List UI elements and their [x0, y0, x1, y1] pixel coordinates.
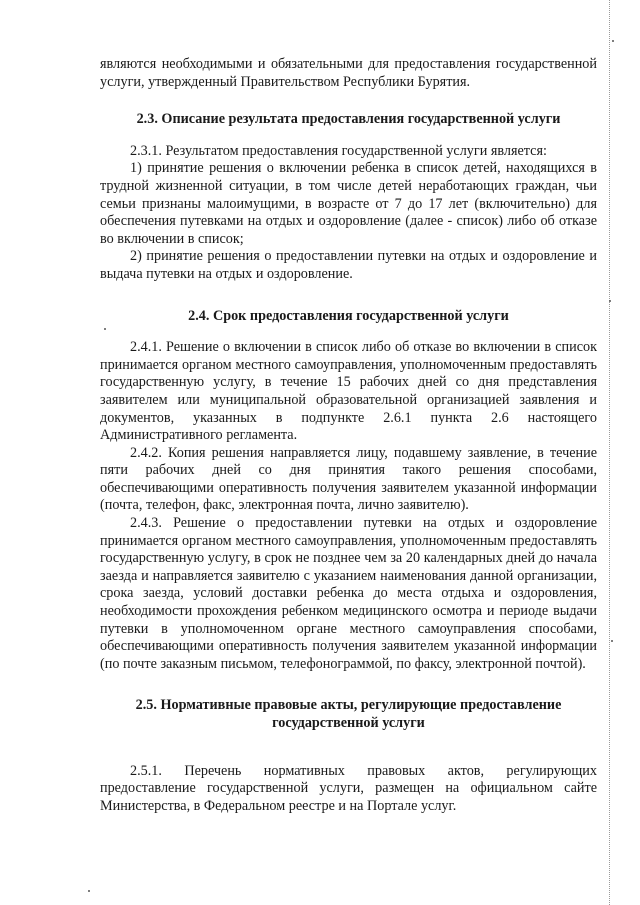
document-body	[100, 56, 597, 815]
paragraph-2-4-2: 2.4.2. Копия решения направляется лицу, подавшему заявление, в течение пяти рабочих дней со дня принятия такого решения способами, обеспечивающими оперативность получения заявителем указанной информации (почта, телефон, факс, электронная почта, лично заявителю).	[100, 444, 597, 514]
section-2-5-heading: 2.5. Нормативные правовые акты, регулирующие предоставление государственной услуги	[135, 697, 562, 731]
paragraph-2-4-3: 2.4.3. Решение о предоставлении путевки на отдых и оздоровление принимается органом местного самоуправления, уполномоченным предоставлять государственную услугу, в срок не позднее чем за 20 календарных дней до начала заезда и направляется заявителю с указанием наименования данной организации, срока заезда, условий доставки ребенка до места отдыха и оздоровления, необходимости прохождения ребенком медицинского осмотра и периоде выдачи путевки в уполномоченном органе местного самоуправления способами, обеспечивающими оперативность получения заявителем указанной информации (по почте заказным письмом, телефонограммой, по факсу, электронной почтой).	[100, 515, 597, 672]
paragraph-2-4-1: 2.4.1. Решение о включении в список либо об отказе во включении в список принимается органом местного самоуправления, уполномоченным предоставлять государственную услугу, в течение 15 рабочих дней со дня представления заявителем или муниципальной образовательной организацией заявления и документов, указанных в подпункте 2.6.1 пункта 2.6 настоящего Административного регламента.	[100, 339, 597, 444]
paragraph-2-5-1: 2.5.1. Перечень нормативных правовых актов, регулирующих предоставление государственной услуги, размещен на официальном сайте Министерства, в Федеральном реестре и на Портале услуг.	[100, 762, 597, 814]
scan-edge	[608, 0, 610, 905]
scan-speck	[611, 640, 613, 642]
scan-speck	[609, 300, 611, 302]
section-2-3-heading: 2.3. Описание результата предоставления государственной услуги	[136, 111, 561, 128]
paragraph-2-3-1-item-1: 1) принятие решения о включении ребенка в список детей, находящихся в трудной жизненной ситуации, в том числе детей неработающих граждан, чьи семьи признаны малоимущими, в возрасте от 7 до 17 лет (включительно) для обеспечения путевками на отдых и оздоровление (далее - список) либо об отказе во включении в список;	[100, 160, 597, 247]
paragraph-2-3-1-item-2: 2) принятие решения о предоставлении путевки на отдых и оздоровление и выдача путевки на отдых и оздоровление.	[100, 248, 597, 282]
intro-paragraph: являются необходимыми и обязательными для предоставления государственной услуги, утвержденный Правительством Республики Бурятия.	[100, 56, 597, 90]
scan-speck	[88, 890, 90, 892]
section-2-4-heading: 2.4. Срок предоставления государственной услуги	[188, 307, 509, 324]
paragraph-2-3-1: 2.3.1. Результатом предоставления государственной услуги является:	[130, 142, 547, 159]
scan-speck	[612, 40, 614, 42]
